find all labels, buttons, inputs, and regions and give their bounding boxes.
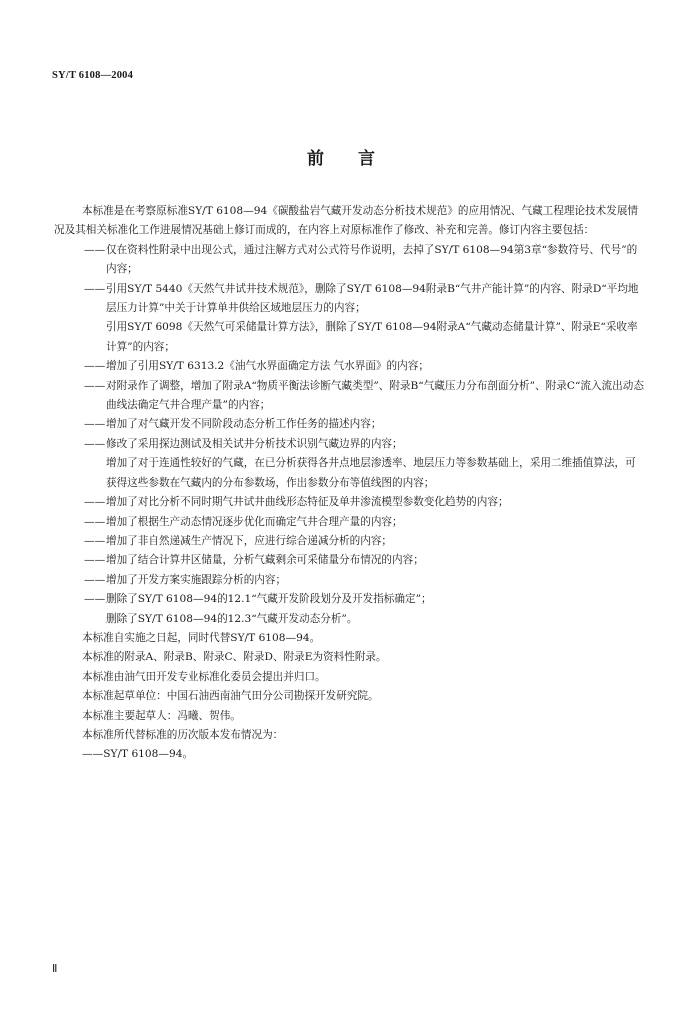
page-title: 前言 xyxy=(307,149,409,169)
foreword-body xyxy=(54,202,644,765)
list-item: —— 增加了对比分析不同时期气井试井曲线形态特征及单井渗流模型参数变化趋势的内容； xyxy=(84,496,509,509)
list-item: —— 仅在资料性附录中出现公式，通过注解方式对公式符号作说明，去掉了SY/T 6108—94第3章“参数符号、代号”的内容； xyxy=(84,243,638,276)
list-item: —— 增加了引用SY/T 6313.2《油气水界面确定方法 气水界面》的内容； xyxy=(84,360,429,373)
closing-line: 本标准主要起草人：冯曦、贺伟。 xyxy=(82,709,241,722)
list-item: —— 删除了SY/T 6108—94的12.1“气藏开发阶段划分及开发指标确定”； xyxy=(84,593,432,606)
standard-id-header: SY/T 6108—2004 xyxy=(52,70,134,81)
list-item: —— 修改了采用探边测试及相关试井分析技术识别气藏边界的内容； xyxy=(84,437,403,450)
list-item: —— 增加了结合计算井区储量，分析气藏剩余可采储量分布情况的内容； xyxy=(84,554,424,567)
list-item: —— 增加了开发方案实施跟踪分析的内容； xyxy=(84,573,287,586)
list-item: 引用SY/T 6098《天然气可采储量计算方法》，删除了SY/T 6108—94附录A“气藏动态储量计算”、附录E“采收率计算”的内容； xyxy=(106,321,638,353)
list-item: —— 对附录作了调整，增加了附录A“物质平衡法诊断气藏类型”、附录B“气藏压力分布剖面分析”、附录C“流入流出动态曲线法确定气井合理产量”的内容； xyxy=(84,379,644,412)
closing-line: 本标准由油气田开发专业标准化委员会提出并归口。 xyxy=(82,670,326,683)
list-item: —— 增加了非自然递减生产情况下，应进行综合递减分析的内容； xyxy=(84,534,393,547)
closing-line: 本标准所代替标准的历次版本发布情况为： xyxy=(82,728,284,741)
closing-line: ——SY/T 6108—94。 xyxy=(82,748,194,761)
closing-line: 本标准自实施之日起，同时代替SY/T 6108—94。 xyxy=(82,631,321,644)
list-item: 删除了SY/T 6108—94的12.3“气藏开发动态分析”。 xyxy=(106,612,358,625)
closing-line: 本标准起草单位：中国石油西南油气田分公司勘探开发研究院。 xyxy=(82,690,379,703)
closing-line: 本标准的附录A、附录B、附录C、附录D、附录E为资料性附录。 xyxy=(82,651,387,664)
list-item: —— 增加了根据生产动态情况逐步优化而确定气井合理产量的内容； xyxy=(84,515,403,528)
page-number: Ⅱ xyxy=(52,963,58,975)
intro-paragraph: 本标准是在考察原标准SY/T 6108—94《碳酸盐岩气藏开发动态分析技术规范》的应用情况、气藏工程理论技术发展情况及其相关标准化工作进展情况基础上修订而成的，在内容上对原标准作了修改、补充和完善。修订内容主要包括： xyxy=(54,205,639,237)
list-item: —— 增加了对气藏开发不同阶段动态分析工作任务的描述内容； xyxy=(84,418,382,431)
revision-list xyxy=(84,241,644,629)
list-item: 增加了对于连通性较好的气藏，在已分析获得各井点地层渗透率、地层压力等参数基础上，采用二维插值算法，可获得这些参数在气藏内的分布参数场，作出参数分布等值线图的内容； xyxy=(106,457,636,489)
list-item: —— 引用SY/T 5440《天然气井试井技术规范》，删除了SY/T 6108—94附录B“气井产能计算”的内容、附录D“平均地层压力计算”中关于计算单井供给区域地层压力的内容； xyxy=(84,282,639,315)
